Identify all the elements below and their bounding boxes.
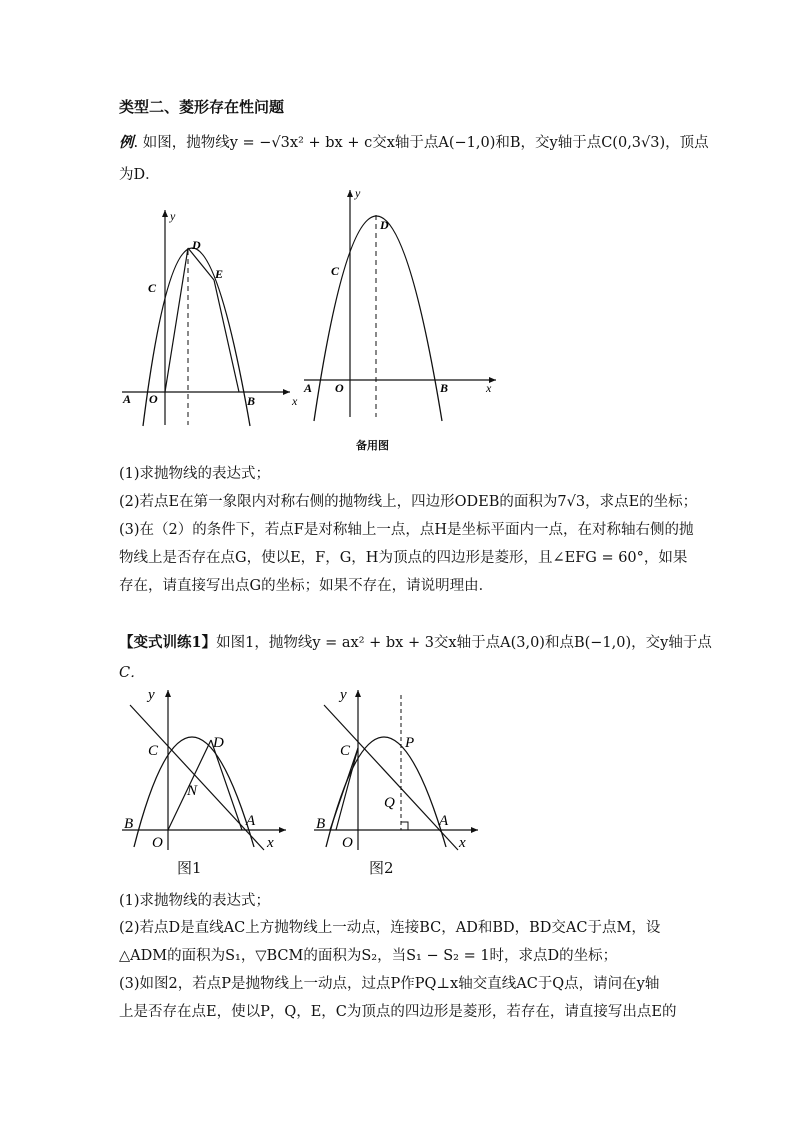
label-d: D [380,218,389,232]
line-ac [130,705,264,850]
label-a: A [304,381,313,395]
label-y: y [148,687,155,703]
parabola [143,248,250,426]
segment-eb [214,280,239,392]
label-y: y [340,687,347,703]
x-axis-arrow [279,827,286,833]
label-c: C [148,281,157,295]
label-b: B [316,816,326,832]
label-c: C [340,743,351,759]
segment-bc [330,748,358,830]
label-d: D [213,735,224,751]
label-o: O [152,835,163,851]
x-axis-arrow [471,827,478,833]
training-question-1: (1)求抛物线的表达式； [119,893,271,909]
label-a: A [246,813,256,829]
label-a: A [123,392,132,406]
training-figure-1 [118,685,298,855]
example-question-1: (1)求抛物线的表达式； [119,466,271,482]
example-question-3-line-2: 物线上是否存在点G，使以E，F，G，H为顶点的四边形是菱形，且∠EFG = 60°，如果 [119,550,688,566]
y-axis-arrow [165,690,171,697]
training-question-2-line-1: (2)若点D是直线AC上方抛物线上一动点，连接BC，AD和BD，BD交AC于点M，设 [119,920,661,936]
label-y: y [355,186,361,200]
example-question-3-line-1: (3)在（2）的条件下，若点F是对称轴上一点，点H是坐标平面内一点，在对称轴右侧的抛 [119,522,694,538]
example-question-3-line-3: 存在，请直接写出点G的坐标；如果不存在，请说明理由． [119,578,494,594]
training-question-3-line-2: 上是否存在点E，使以P，Q，E，C为顶点的四边形是菱形，若存在，请直接写出点E的 [119,1004,677,1020]
example-line-1 [119,131,709,152]
label-o: O [335,381,344,395]
label-q: Q [384,795,395,811]
label-e: E [215,267,224,281]
spare-figure-caption: 备用图 [356,439,389,452]
example-figure-1 [110,200,313,440]
label-b: B [440,381,449,395]
training-question-3-line-1: (3)如图2，若点P是抛物线上一动点，过点P作PQ⊥x轴交直线AC于Q点，请问在y轴 [119,976,660,992]
segment-da [211,740,242,830]
label-c: C [331,264,340,278]
y-axis-arrow [347,190,353,197]
y-axis-arrow [162,210,168,217]
training-text-1: 如图1，抛物线y = ax² + bx + 3交x轴于点A(3,0)和点B(−1,0)，交y轴于点 [216,635,712,651]
training-question-2-line-2: △ADM的面积为S₁，▽BCM的面积为S₂，当S₁ − S₂ = 1时，求点D的坐标； [119,948,618,964]
label-b: B [247,394,256,408]
label-x: x [267,835,274,851]
label-n: N [187,783,198,799]
training-label: 【变式训练1】 [119,634,217,651]
parabola [314,216,442,421]
x-axis-arrow [283,389,290,395]
label-o: O [342,835,353,851]
label-x: x [486,381,492,395]
label-d: D [192,238,201,252]
segment-od [165,248,188,392]
section-title: 类型二、菱形存在性问题 [119,98,285,116]
segment-bc-2 [336,748,358,830]
y-axis-arrow [355,690,361,697]
training-figure-2 [310,685,490,855]
right-angle-mark [401,822,408,830]
training-line-1 [119,631,712,652]
label-x: x [459,835,466,851]
example-question-2: (2)若点E在第一象限内对称右侧的抛物线上，四边形ODEB的面积为7√3，求点E的坐标； [119,494,698,510]
label-o: O [149,392,158,406]
example-line-2: 为D． [119,167,160,183]
training-figure-1-caption: 图1 [177,859,202,877]
label-x: x [292,394,298,408]
training-line-2: C． [119,665,145,681]
label-a: A [439,813,449,829]
label-b: B [124,816,134,832]
example-figure-2 [298,185,508,425]
line-ac [324,705,458,850]
example-text-1: . 如图，抛物线y = −√3x² + bx + c交x轴于点A(−1,0)和B，交y轴于点C(0,3√3)，顶点 [133,135,709,151]
training-figure-2-caption: 图2 [369,859,394,877]
label-p: P [405,735,415,751]
label-y: y [170,209,176,223]
example-label: 例 [119,134,134,151]
label-c: C [148,743,159,759]
